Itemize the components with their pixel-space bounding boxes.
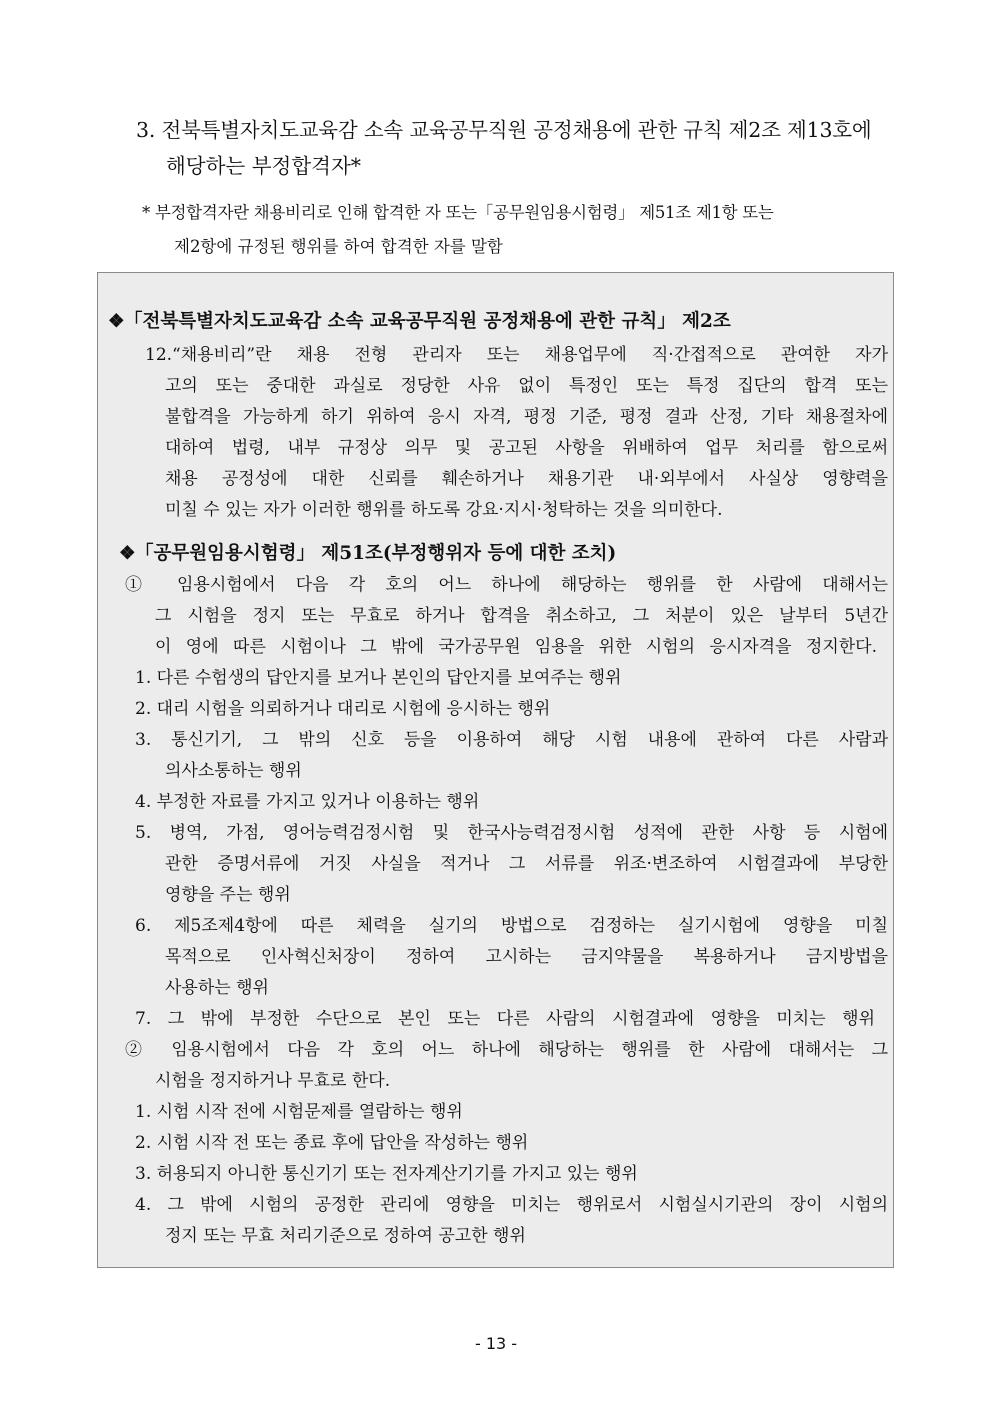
text-line: 대하여 법령, 내부 규정상 의무 및 공고된 사항을 위배하여 업무 처리를 함으로써	[165, 438, 888, 458]
text-line: 2. 대리 시험을 의뢰하거나 대리로 시험에 응시하는 행위	[135, 699, 551, 719]
text-line: ① 임용시험에서 다음 각 호의 어느 하나에 해당하는 행위를 한 사람에 대해서는	[125, 575, 888, 595]
text-line: 사용하는 행위	[165, 978, 269, 998]
text-line: 고의 또는 중대한 과실로 정당한 사유 없이 특정인 또는 특정 집단의 합격 또는	[165, 376, 888, 396]
list-item-3-line2: 해당하는 부정합격자*	[166, 154, 361, 178]
text-line: 2. 시험 시작 전 또는 종료 후에 답안을 작성하는 행위	[135, 1133, 529, 1153]
section-heading-rules	[108, 306, 731, 338]
text-line: 3. 통신기기, 그 밖의 신호 등을 이용하여 해당 시험 내용에 관하여 다른 사람과	[135, 730, 888, 750]
text-line: 영향을 주는 행위	[165, 885, 291, 905]
text-line: 1. 다른 수험생의 답안지를 보거나 본인의 답안지를 보여주는 행위	[135, 668, 622, 688]
text-line: 정지 또는 무효 처리기준으로 정하여 공고한 행위	[165, 1226, 526, 1246]
text-line: 채용 공정성에 대한 신뢰를 훼손하거나 채용기관 내·외부에서 사실상 영향력을	[165, 469, 888, 489]
reference-box	[97, 272, 894, 1268]
diamond-bullet-icon: ❖	[108, 311, 125, 332]
text-line: 1. 시험 시작 전에 시험문제를 열람하는 행위	[135, 1102, 463, 1122]
text-line: 12.“채용비리”란 채용 전형 관리자 또는 채용업무에 직·간접적으로 관여한 자가	[145, 345, 888, 365]
section-heading-exam-decree	[119, 538, 616, 570]
section-heading-text: 「전북특별자치도교육감 소속 교육공무직원 공정채용에 관한 규칙」 제2조	[124, 311, 731, 332]
text-line: 7. 그 밖에 부정한 수단으로 본인 또는 다른 사람의 시험결과에 영향을 미치는 행위	[135, 1009, 875, 1029]
text-line: 5. 병역, 가점, 영어능력검정시험 및 한국사능력검정시험 성적에 관한 사항 등 시험에	[135, 823, 888, 843]
text-line: 6. 제5조제4항에 따른 체력을 실기의 방법으로 검정하는 실기시험에 영향을 미칠	[135, 916, 888, 936]
section-heading-text: 「공무원임용시험령」 제51조(부정행위자 등에 대한 조치)	[135, 543, 617, 564]
list-item-3	[136, 112, 916, 184]
text-line: 이 영에 따른 시험이나 그 밖에 국가공무원 임용을 위한 시험의 응시자격을 정지한다.	[155, 637, 877, 657]
text-line: 3. 허용되지 아니한 통신기기 또는 전자계산기기를 가지고 있는 행위	[135, 1164, 638, 1184]
text-line: 그 시험을 정지 또는 무효로 하거나 합격을 취소하고, 그 처분이 있은 날부터 5년간	[155, 606, 888, 626]
diamond-bullet-icon: ❖	[119, 543, 136, 564]
text-line: 4. 그 밖에 시험의 공정한 관리에 영향을 미치는 행위로서 시험실시기관의 장이 시험의	[135, 1195, 888, 1215]
text-line: 시험을 정지하거나 무효로 한다.	[155, 1071, 391, 1091]
footnote	[142, 196, 902, 264]
text-line: 미칠 수 있는 자가 이러한 행위를 하도록 강요·지시·청탁하는 것을 의미한다.	[165, 500, 723, 520]
text-line: 의사소통하는 행위	[165, 761, 302, 781]
text-line: 관한 증명서류에 거짓 사실을 적거나 그 서류를 위조·변조하여 시험결과에 부당한	[165, 854, 888, 874]
footnote-line1: * 부정합격자란 채용비리로 인해 합격한 자 또는「공무원임용시험령」 제51조 제1항 또는	[142, 203, 774, 222]
text-line: 목적으로 인사혁신처장이 정하여 고시하는 금지약물을 복용하거나 금지방법을	[165, 947, 888, 967]
text-line: ② 임용시험에서 다음 각 호의 어느 하나에 해당하는 행위를 한 사람에 대해서는 그	[125, 1040, 888, 1060]
list-item-3-line1: 3. 전북특별자치도교육감 소속 교육공무직원 공정채용에 관한 규칙 제2조 제13호에	[136, 118, 872, 142]
footnote-line2: 제2항에 규정된 행위를 하여 합격한 자를 말함	[174, 237, 503, 256]
page-number: - 13 -	[474, 1334, 518, 1353]
text-line: 4. 부정한 자료를 가지고 있거나 이용하는 행위	[135, 792, 480, 812]
text-line: 불합격을 가능하게 하기 위하여 응시 자격, 평정 기준, 평정 결과 산정, 기타 채용절차에	[165, 407, 888, 427]
